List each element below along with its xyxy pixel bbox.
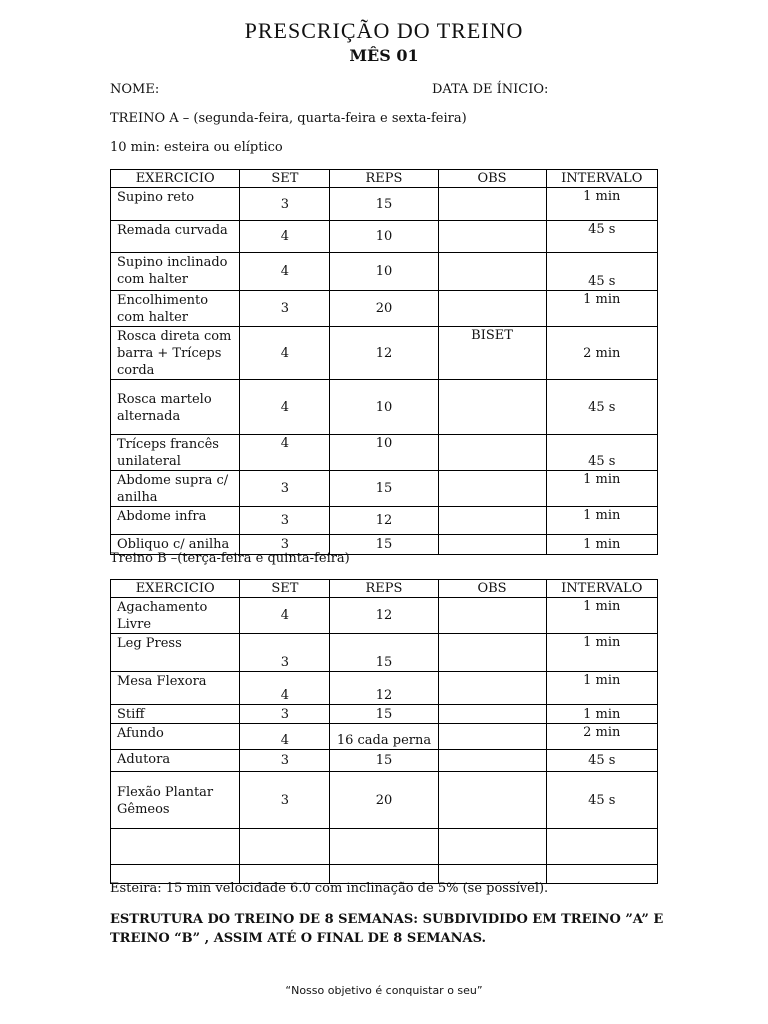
- cardio-note: Esteira: 15 min velocidade 6.0 com inclinação de 5% (se possível).: [110, 881, 549, 896]
- table-row: [111, 750, 658, 772]
- reps-cell: 16 cada perna: [330, 724, 438, 750]
- exercise-cell: Tríceps francês unilateral: [111, 435, 240, 471]
- warmup-text: 10 min: esteira ou elíptico: [110, 140, 283, 155]
- reps-cell: 15: [330, 705, 438, 724]
- page-subtitle: MÊS 01: [349, 46, 419, 65]
- table-row: [111, 435, 658, 471]
- table-header-row: [111, 170, 658, 188]
- reps-cell[interactable]: [330, 829, 438, 865]
- reps-cell: 20: [330, 772, 438, 829]
- set-cell: 3: [240, 705, 330, 724]
- obs-cell: [438, 634, 546, 672]
- reps-cell: 15: [330, 634, 438, 672]
- obs-cell: [438, 772, 546, 829]
- obs-cell: [438, 672, 546, 705]
- exercise-cell: Encolhimento com halter: [111, 291, 240, 327]
- table-row: [111, 188, 658, 221]
- set-cell: 3: [240, 188, 330, 221]
- set-cell: 4: [240, 221, 330, 253]
- table-row: [111, 672, 658, 705]
- set-cell: 3: [240, 772, 330, 829]
- reps-cell: 15: [330, 750, 438, 772]
- table-row: [111, 507, 658, 535]
- exercise-cell: Mesa Flexora: [111, 672, 240, 705]
- table-row-empty: [111, 829, 658, 865]
- obs-cell: [438, 598, 546, 634]
- reps-cell: 15: [330, 188, 438, 221]
- reps-cell: 15: [330, 535, 438, 555]
- reps-cell: 20: [330, 291, 438, 327]
- interval-cell: 45 s: [546, 253, 657, 291]
- exercise-cell: Adutora: [111, 750, 240, 772]
- column-header: SET: [240, 170, 330, 188]
- column-header: EXERCICIO: [111, 170, 240, 188]
- exercise-cell: Flexão Plantar Gêmeos: [111, 772, 240, 829]
- table-row: [111, 634, 658, 672]
- interval-cell: 2 min: [546, 724, 657, 750]
- obs-cell: [438, 291, 546, 327]
- set-cell: 4: [240, 724, 330, 750]
- table-row: [111, 380, 658, 435]
- interval-cell: 2 min: [546, 327, 657, 380]
- set-cell: 4: [240, 672, 330, 705]
- interval-cell: 45 s: [546, 750, 657, 772]
- page-title: PRESCRIÇÃO DO TREINO: [244, 18, 524, 43]
- obs-cell: [438, 535, 546, 555]
- obs-cell: [438, 188, 546, 221]
- table-row: [111, 253, 658, 291]
- interval-cell: 45 s: [546, 772, 657, 829]
- set-cell[interactable]: [240, 829, 330, 865]
- exercise-cell: Agachamento Livre: [111, 598, 240, 634]
- reps-cell: 10: [330, 253, 438, 291]
- column-header: OBS: [438, 170, 546, 188]
- interval-cell: 45 s: [546, 221, 657, 253]
- treino-b-table: [110, 579, 658, 884]
- interval-cell[interactable]: [546, 829, 657, 865]
- obs-cell: [438, 705, 546, 724]
- exercise-cell: Supino inclinado com halter: [111, 253, 240, 291]
- obs-cell: BISET: [438, 327, 546, 380]
- treino-a-table: [110, 169, 658, 555]
- treino-a-heading: TREINO A – (segunda-feira, quarta-feira e sexta-feira): [110, 111, 467, 126]
- interval-cell: 45 s: [546, 380, 657, 435]
- obs-cell: [438, 471, 546, 507]
- column-header: SET: [240, 580, 330, 598]
- obs-cell: [438, 253, 546, 291]
- table-row: [111, 705, 658, 724]
- reps-cell: 12: [330, 598, 438, 634]
- column-header: INTERVALO: [546, 170, 657, 188]
- reps-cell: 15: [330, 471, 438, 507]
- obs-cell: [438, 507, 546, 535]
- table-row: [111, 772, 658, 829]
- obs-cell: [438, 221, 546, 253]
- interval-cell: 1 min: [546, 634, 657, 672]
- exercise-cell: Remada curvada: [111, 221, 240, 253]
- exercise-cell: Obliquo c/ anilha: [111, 535, 240, 555]
- interval-cell: 45 s: [546, 435, 657, 471]
- exercise-cell: Abdome supra c/ anilha: [111, 471, 240, 507]
- column-header: INTERVALO: [546, 580, 657, 598]
- exercise-cell: Leg Press: [111, 634, 240, 672]
- exercise-cell: Afundo: [111, 724, 240, 750]
- reps-cell: 10: [330, 221, 438, 253]
- interval-cell: 1 min: [546, 672, 657, 705]
- exercise-cell: Rosca martelo alternada: [111, 380, 240, 435]
- treino-b-heading: Treino B –(terça-feira e quinta-feira): [110, 551, 350, 566]
- reps-cell: 12: [330, 507, 438, 535]
- table-row: [111, 598, 658, 634]
- set-cell: 4: [240, 380, 330, 435]
- reps-cell: 10: [330, 380, 438, 435]
- interval-cell: 1 min: [546, 598, 657, 634]
- column-header: OBS: [438, 580, 546, 598]
- interval-cell: 1 min: [546, 291, 657, 327]
- structure-note: ESTRUTURA DO TREINO DE 8 SEMANAS: SUBDIVIDIDO EM TREINO ”A” E TREINO “B” , ASSIM ATÉ O FINAL DE 8 SEMANAS.: [110, 912, 664, 946]
- column-header: REPS: [330, 170, 438, 188]
- interval-cell: 1 min: [546, 471, 657, 507]
- exercise-cell: Rosca direta com barra + Tríceps corda: [111, 327, 240, 380]
- exercise-cell[interactable]: [111, 829, 240, 865]
- reps-cell: 12: [330, 327, 438, 380]
- table-row: [111, 327, 658, 380]
- column-header: REPS: [330, 580, 438, 598]
- table-row: [111, 221, 658, 253]
- set-cell: 4: [240, 598, 330, 634]
- obs-cell: [438, 750, 546, 772]
- interval-cell: 1 min: [546, 188, 657, 221]
- set-cell: 4: [240, 435, 330, 471]
- obs-cell[interactable]: [438, 829, 546, 865]
- set-cell: 4: [240, 327, 330, 380]
- exercise-cell: Abdome infra: [111, 507, 240, 535]
- table-row: [111, 291, 658, 327]
- interval-cell: 1 min: [546, 705, 657, 724]
- set-cell: 3: [240, 471, 330, 507]
- obs-cell: [438, 724, 546, 750]
- motto-quote: “Nosso objetivo é conquistar o seu”: [285, 984, 483, 997]
- set-cell: 3: [240, 507, 330, 535]
- obs-cell: [438, 380, 546, 435]
- set-cell: 3: [240, 291, 330, 327]
- table-header-row: [111, 580, 658, 598]
- set-cell: 3: [240, 535, 330, 555]
- interval-cell[interactable]: [546, 865, 657, 884]
- set-cell: 4: [240, 253, 330, 291]
- table-row: [111, 724, 658, 750]
- interval-cell: 1 min: [546, 507, 657, 535]
- table-row: [111, 471, 658, 507]
- exercise-cell: Supino reto: [111, 188, 240, 221]
- set-cell: 3: [240, 750, 330, 772]
- reps-cell: 12: [330, 672, 438, 705]
- reps-cell: 10: [330, 435, 438, 471]
- exercise-cell: Stiff: [111, 705, 240, 724]
- nome-label: NOME:: [110, 82, 160, 97]
- data-inicio-label: DATA DE ÍNICIO:: [432, 82, 549, 97]
- obs-cell: [438, 435, 546, 471]
- column-header: EXERCICIO: [111, 580, 240, 598]
- interval-cell: 1 min: [546, 535, 657, 555]
- set-cell: 3: [240, 634, 330, 672]
